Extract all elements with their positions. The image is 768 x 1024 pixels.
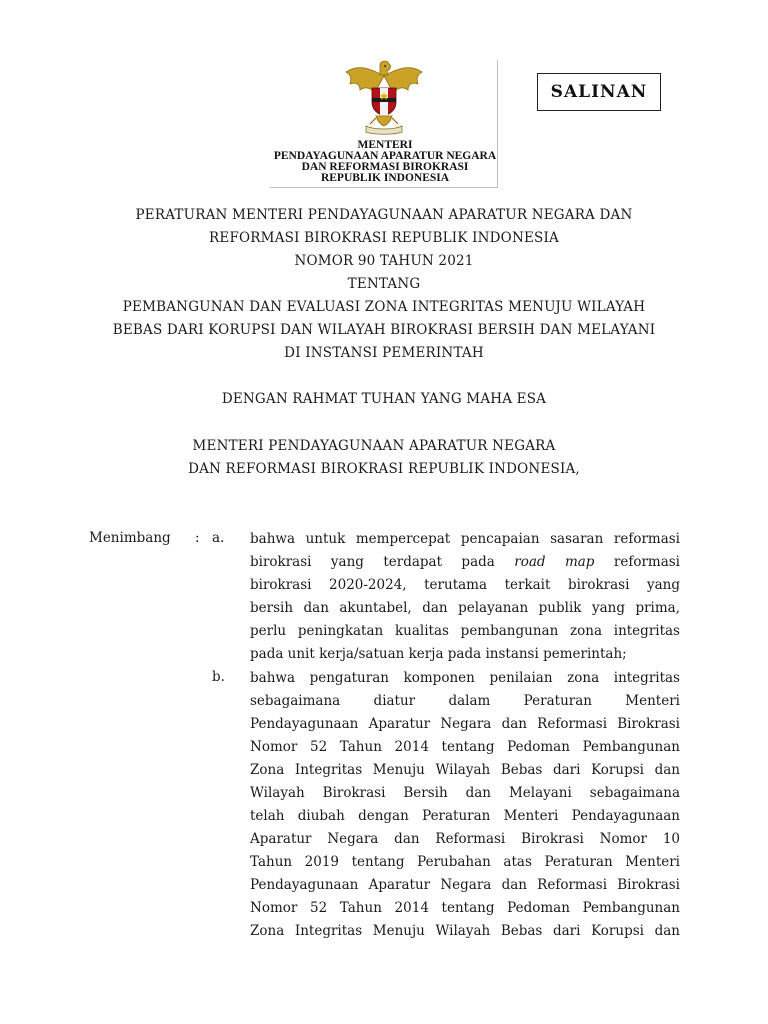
garuda-emblem-icon bbox=[340, 58, 428, 138]
title-line-4: TENTANG bbox=[347, 276, 421, 292]
ministry-header-line-1: MENTERI bbox=[357, 139, 413, 151]
item-b-marker: b. bbox=[212, 669, 225, 685]
considerations-label: Menimbang bbox=[89, 530, 171, 546]
ministry-header-line-3: DAN REFORMASI BIROKRASI bbox=[301, 161, 469, 173]
title-line-6: BEBAS DARI KORUPSI DAN WILAYAH BIROKRASI BERSIH DAN MELAYANI bbox=[112, 322, 656, 338]
item-b-line-7: telah diubah dengan Peraturan Menteri Pendayagunaan bbox=[250, 808, 680, 824]
title-line-2: REFORMASI BIROKRASI REPUBLIK INDONESIA bbox=[209, 230, 559, 246]
item-b-line-11: Nomor 52 Tahun 2014 tentang Pedoman Pembangunan bbox=[250, 900, 680, 916]
road-map-italic: road map bbox=[514, 554, 595, 570]
item-b-line-2: sebagaimana diatur dalam Peraturan Menteri bbox=[250, 693, 680, 709]
item-a-line-2 bbox=[250, 553, 680, 571]
ministry-header-line-4: REPUBLIK INDONESIA bbox=[320, 172, 450, 184]
item-b-line-5: Zona Integritas Menuju Wilayah Bebas dari Korupsi dan bbox=[250, 762, 680, 778]
item-b-line-6: Wilayah Birokrasi Bersih dan Melayani sebagaimana bbox=[250, 785, 680, 801]
title-line-1: PERATURAN MENTERI PENDAYAGUNAAN APARATUR NEGARA DAN bbox=[135, 207, 633, 223]
minister-line-1: MENTERI PENDAYAGUNAAN APARATUR NEGARA bbox=[192, 438, 556, 454]
title-line-3: NOMOR 90 TAHUN 2021 bbox=[294, 253, 474, 269]
preamble: DENGAN RAHMAT TUHAN YANG MAHA ESA bbox=[221, 391, 547, 407]
item-b-line-12: Zona Integritas Menuju Wilayah Bebas dari Korupsi dan bbox=[250, 923, 680, 939]
considerations-colon: : bbox=[195, 530, 200, 546]
item-b-line-1: bahwa pengaturan komponen penilaian zona integritas bbox=[250, 670, 680, 686]
item-b-line-9: Tahun 2019 tentang Perubahan atas Peraturan Menteri bbox=[250, 854, 680, 870]
header-divider-horizontal bbox=[270, 187, 498, 188]
title-line-7: DI INSTANSI PEMERINTAH bbox=[284, 345, 484, 361]
salinan-stamp bbox=[537, 73, 661, 111]
item-a-line-5: perlu peningkatan kualitas pembangunan zona integritas bbox=[250, 623, 680, 639]
header-divider-vertical bbox=[497, 60, 498, 188]
ministry-header-line-2: PENDAYAGUNAAN APARATUR NEGARA bbox=[273, 150, 497, 162]
item-b-line-3: Pendayagunaan Aparatur Negara dan Reformasi Birokrasi bbox=[250, 716, 680, 732]
item-a-line-3: birokrasi 2020-2024, terutama terkait birokrasi yang bbox=[250, 577, 680, 593]
item-a-line-4: bersih dan akuntabel, dan pelayanan publik yang prima, bbox=[250, 600, 680, 616]
minister-line-2: DAN REFORMASI BIROKRASI REPUBLIK INDONESIA, bbox=[188, 461, 580, 477]
item-b-line-8: Aparatur Negara dan Reformasi Birokrasi Nomor 10 bbox=[250, 831, 680, 847]
item-a-marker: a. bbox=[212, 530, 225, 546]
item-a-line-2-text: birokrasi yang terdapat pada road map reformasi bbox=[250, 554, 680, 570]
item-a-line-1: bahwa untuk mempercepat pencapaian sasaran reformasi bbox=[250, 531, 680, 547]
item-a-line-6: pada unit kerja/satuan kerja pada instansi pemerintah; bbox=[250, 646, 627, 662]
item-b-line-10: Pendayagunaan Aparatur Negara dan Reformasi Birokrasi bbox=[250, 877, 680, 893]
title-line-5: PEMBANGUNAN DAN EVALUASI ZONA INTEGRITAS MENUJU WILAYAH bbox=[122, 299, 646, 315]
salinan-label: SALINAN bbox=[550, 82, 648, 102]
item-b-line-4: Nomor 52 Tahun 2014 tentang Pedoman Pembangunan bbox=[250, 739, 680, 755]
